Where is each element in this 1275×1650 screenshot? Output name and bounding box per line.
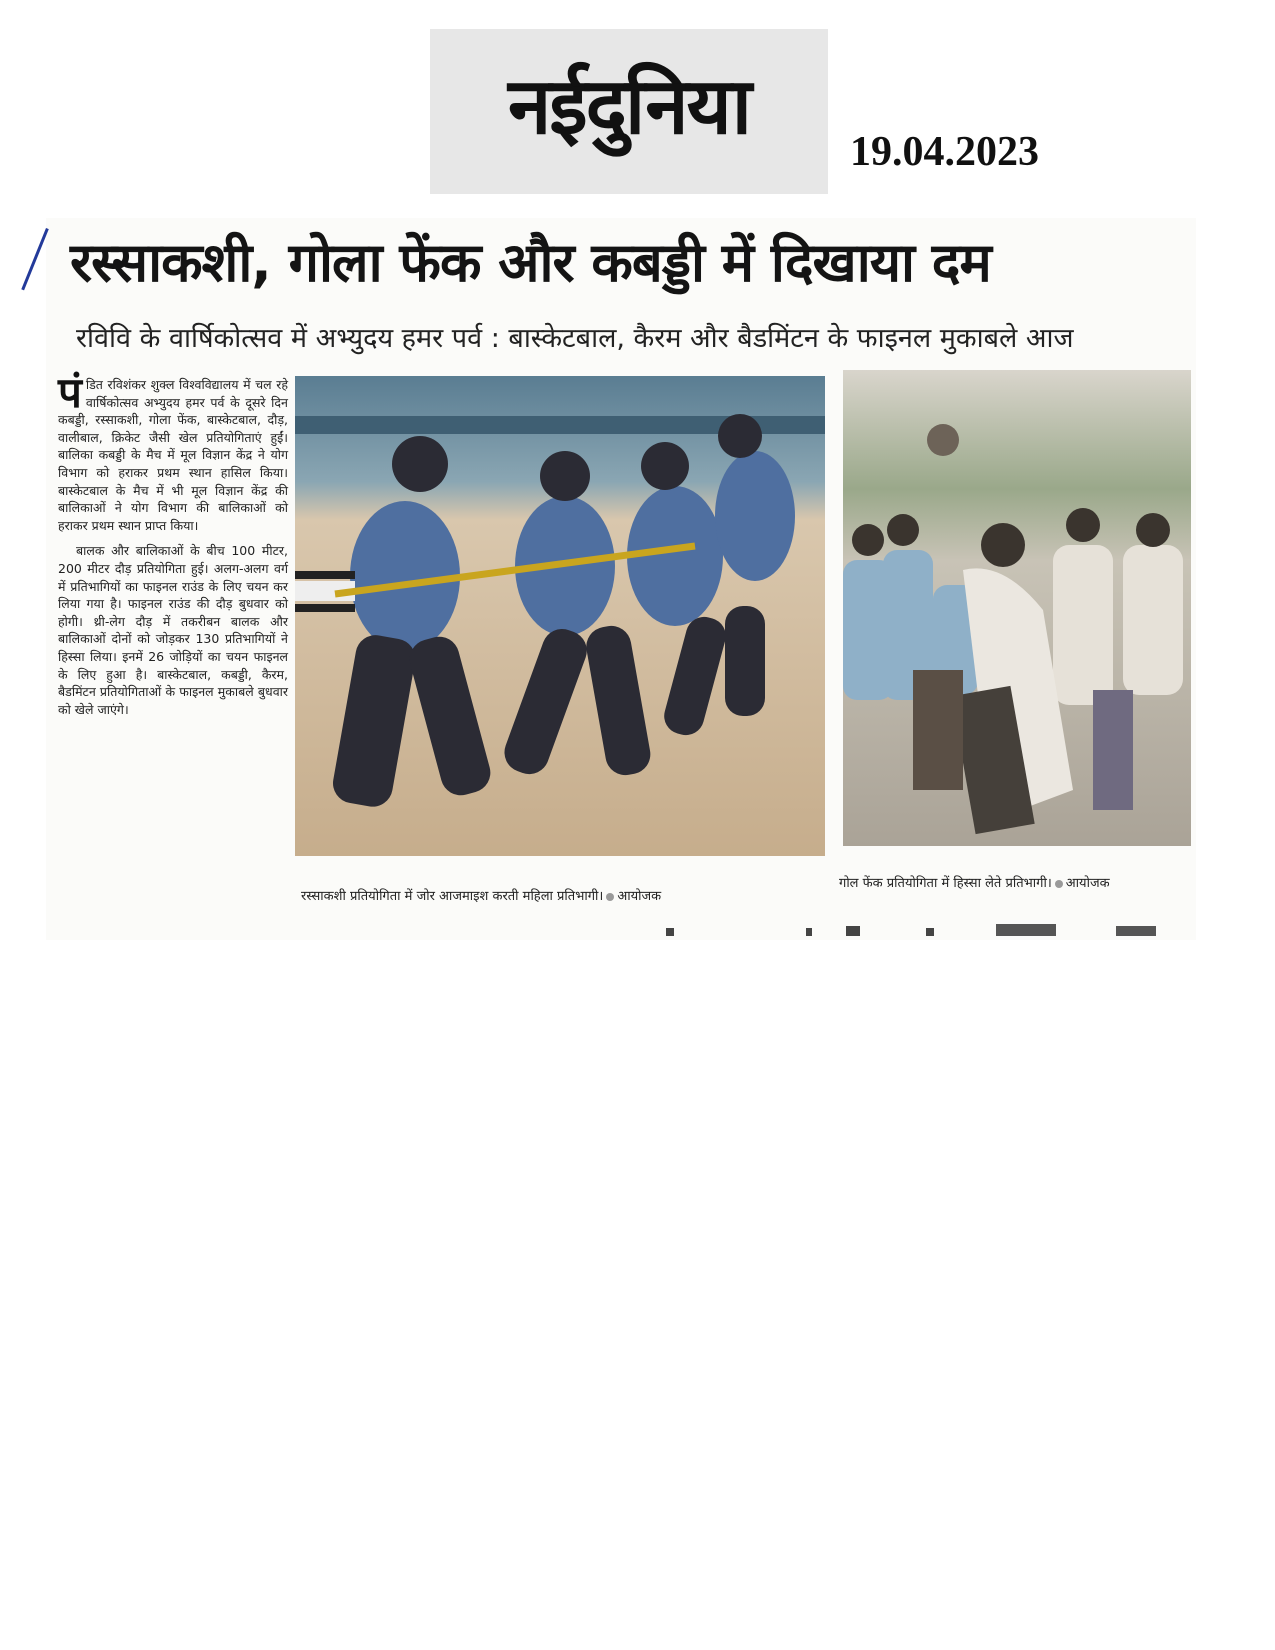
photo-2-caption-text: गोल फेंक प्रतियोगिता में हिस्सा लेते प्रतिभागी। [839, 876, 1052, 891]
subheadline: रविवि के वार्षिकोत्सव में अभ्युदय हमर पर्व : बास्केटबाल, कैरम और बैडमिंटन के फाइनल मुकाबले आज [76, 323, 1074, 354]
paragraph-1-text: डित रविशंकर शुक्ल विश्वविद्यालय में चल रहे वार्षिकोत्सव अभ्युदय हमर पर्व के दूसरे दिन कबड्डी, रस्साकशी, गोला फेंक, बास्केटबाल, दौड़, वालीबाल, क्रिकेट जैसी खेल प्रतियोगिताएं हुईं। बालिका कबड्डी के मैच में मूल विज्ञान केंद्र ने योग विभाग को हराकर प्रथम स्थान हासिल किया। बास्केटबाल के मैच में भी मूल विज्ञान केंद्र की बालिकाओं ने योग विभाग की बालिकाओं को हराकर प्रथम स्थान प्राप्त किया। [58, 377, 288, 533]
pen-mark [21, 228, 49, 290]
photo-1-caption [301, 886, 661, 904]
drop-cap: पं [58, 368, 82, 417]
cut-off-next-headline [646, 922, 1186, 936]
paragraph-2: बालक और बालिकाओं के बीच 100 मीटर, 200 मीटर दौड़ प्रतियोगिता हुई। अलग-अलग वर्ग में प्रतिभागियों का फाइनल राउंड के लिए चयन कर लिया गया है। फाइनल राउंड की दौड़ बुधवार को होगी। थ्री-लेग दौड़ में तकरीबन बालक और बालिकाओं दोनों को जोड़कर 130 प्रतिभागियों ने हिस्सा लिया। इनमें 26 जोड़ियों का चयन फाइनल के लिए हुआ है। बास्केटबाल, कबड्डी, कैरम, बैडमिंटन प्रतियोगिताओं के फाइनल मुकाबले बुधवार को खेले जाएंगे। [58, 543, 288, 717]
tug-of-war-illustration [295, 376, 825, 856]
masthead-logo-box [430, 29, 828, 194]
headline: रस्साकशी, गोला फेंक और कबड्डी में दिखाया दम [70, 231, 991, 294]
photo-1-credit: आयोजक [617, 889, 662, 904]
paragraph-1 [58, 368, 288, 534]
shot-put-illustration [843, 370, 1191, 846]
news-clipping [46, 218, 1196, 940]
credit-bullet-icon [1055, 880, 1063, 888]
article-body [58, 368, 288, 726]
newspaper-name: नईदुनिया [508, 61, 750, 152]
tug-of-war-photo [295, 376, 825, 856]
credit-bullet-icon [606, 893, 614, 901]
publication-date: 19.04.2023 [850, 129, 1039, 175]
photo-2-caption [839, 873, 1110, 891]
shot-put-photo [843, 370, 1191, 846]
photo-2-credit: आयोजक [1065, 876, 1110, 891]
photo-1-caption-text: रस्साकशी प्रतियोगिता में जोर आजमाइश करती महिला प्रतिभागी। [301, 889, 604, 904]
